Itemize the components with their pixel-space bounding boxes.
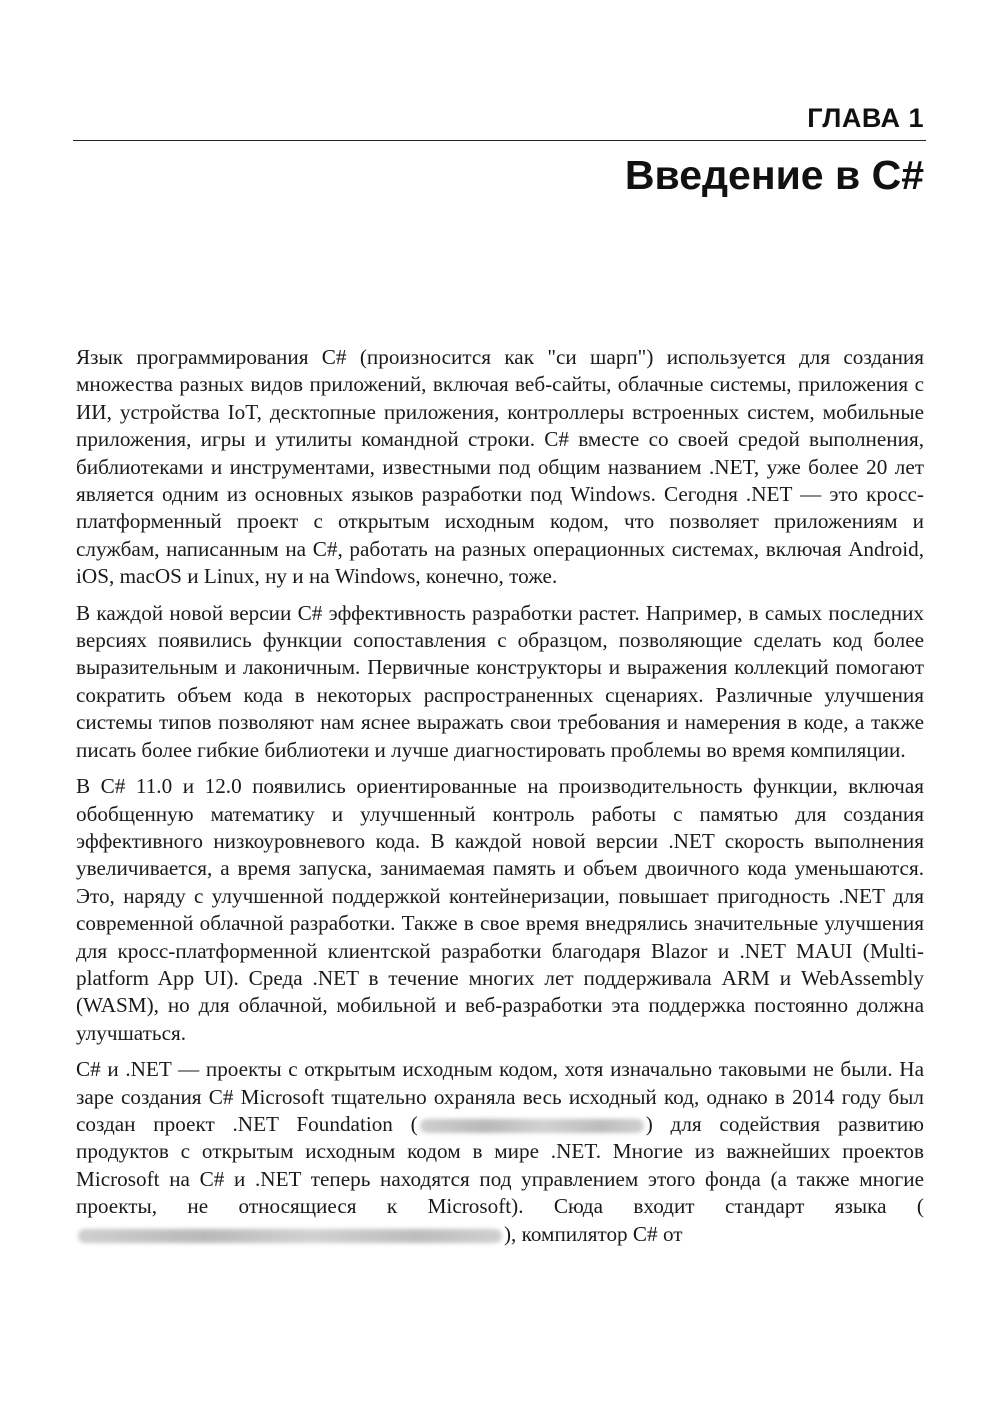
paragraph-3: В C# 11.0 и 12.0 появились ориентированные на производительность функции, включая обобщенную математику и улучшенный контроль работы с памятью для создания эффективного низкоуровневого кода. В каждой новой версии .NET скорость выполнения увеличивается, а время запуска, занимаемая память и объем двоичного кода уменьшаются. Это, наряду с улучшенной поддержкой контейнеризации, повышает пригодность .NET для современной облачной разработки. Также в свое время внедрялись значительные улучшения для кросс-платформенной клиентской разработки благодаря Blazor и .NET MAUI (Multi-platform App UI). Среда .NET в течение многих лет поддерживала ARM и WebAssembly (WASM), но для облачной, мобильной и веб-разработки эта поддержка постоянно должна улучшаться. (76, 774, 924, 1045)
paragraph-4-part-3: ), компилятор C# от (504, 1221, 683, 1246)
paragraph-4-part-2: ) для содействия развитию продуктов с открытым исходным кодом в мире .NET. Многие из важнейших проектов Microsoft на C# и .NET теперь находятся под управлением этого фонда (а также многие проекты, не относящиеся к Microsoft). Сюда входит стандарт языка ( (76, 1111, 924, 1219)
blurred-link-net-foundation[interactable] (420, 1119, 644, 1133)
chapter-title: Введение в C# (624, 152, 924, 198)
paragraph-1: Язык программирования C# (произносится как "си шарп") используется для создания множества разных видов приложений, включая веб-сайты, облачные системы, приложения с ИИ, устройства IoT, десктопные приложения, контроллеры встроенных систем, мобильные приложения, игры и утилиты командной строки. C# вместе со своей средой выполнения, библиотеками и инструментами, известными под общим названием .NET, уже более 20 лет является одним из основных языков разработки под Windows. Сегодня .NET — это кросс-платформенный проект с открытым исходным кодом, что позволяет приложениям и службам, написанным на C#, работать на разных операционных системах, включая Android, iOS, macOS и Linux, ну и на Windows, конечно, тоже. (76, 345, 924, 589)
header-rule (73, 140, 926, 141)
paragraph-4 (76, 1056, 924, 1248)
paragraph-4-part-1: C# и .NET — проекты с открытым исходным кодом, хотя изначально таковыми не были. На заре создания C# Microsoft тщательно охраняла весь исходный код, однако в 2014 году был создан проект .NET Foundation ( (76, 1057, 924, 1136)
chapter-label: ГЛАВА 1 (807, 103, 924, 133)
chapter-body (76, 344, 924, 1257)
paragraph-2: В каждой новой версии C# эффективность разработки растет. Например, в самых последних версиях появились функции сопоставления с образцом, позволяющие сделать код более выразительным и лаконичным. Первичные конструкторы и выражения коллекций помогают сократить объем кода в некоторых распространенных сценариях. Различные улучшения системы типов позволяют нам яснее выражать свои требования и намерения в коде, а также писать более гибкие библиотеки и лучше диагностировать проблемы во время компиляции. (76, 600, 924, 762)
blurred-link-csharp-standard[interactable] (78, 1229, 502, 1243)
